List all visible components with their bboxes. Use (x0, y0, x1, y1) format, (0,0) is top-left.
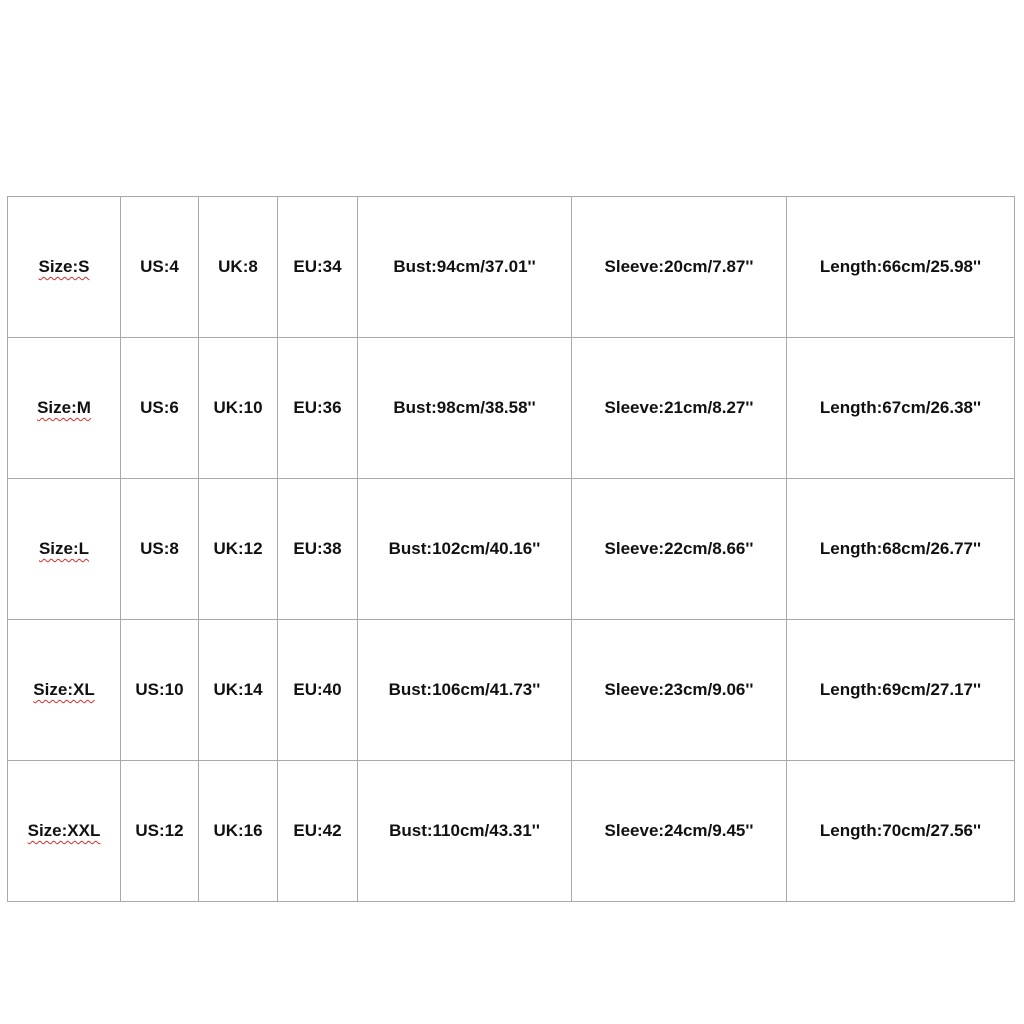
length-cell: Length:69cm/27.17'' (787, 620, 1015, 761)
uk-size-cell: UK:14 (199, 620, 278, 761)
length-cell: Length:66cm/25.98'' (787, 197, 1015, 338)
size-label: Size:XL (33, 680, 95, 699)
size-cell (8, 197, 121, 338)
bust-cell: Bust:110cm/43.31'' (358, 761, 572, 902)
size-row-xxl (8, 761, 1015, 902)
us-size-cell: US:10 (121, 620, 199, 761)
size-label: Size:XXL (27, 821, 101, 840)
sleeve-cell: Sleeve:22cm/8.66'' (572, 479, 787, 620)
length-cell: Length:67cm/26.38'' (787, 338, 1015, 479)
sleeve-cell: Sleeve:24cm/9.45'' (572, 761, 787, 902)
size-label: Size:L (38, 539, 90, 558)
eu-size-cell: EU:38 (278, 479, 358, 620)
uk-size-cell: UK:8 (199, 197, 278, 338)
eu-size-cell: EU:40 (278, 620, 358, 761)
length-cell: Length:70cm/27.56'' (787, 761, 1015, 902)
size-row-xl (8, 620, 1015, 761)
us-size-cell: US:12 (121, 761, 199, 902)
size-row-m (8, 338, 1015, 479)
size-row-l (8, 479, 1015, 620)
size-cell (8, 338, 121, 479)
sleeve-cell: Sleeve:20cm/7.87'' (572, 197, 787, 338)
eu-size-cell: EU:36 (278, 338, 358, 479)
bust-cell: Bust:94cm/37.01'' (358, 197, 572, 338)
bust-cell: Bust:98cm/38.58'' (358, 338, 572, 479)
size-cell (8, 479, 121, 620)
eu-size-cell: EU:34 (278, 197, 358, 338)
uk-size-cell: UK:16 (199, 761, 278, 902)
uk-size-cell: UK:12 (199, 479, 278, 620)
us-size-cell: US:4 (121, 197, 199, 338)
eu-size-cell: EU:42 (278, 761, 358, 902)
size-label: Size:S (38, 257, 90, 276)
size-chart-table (7, 196, 1015, 902)
bust-cell: Bust:106cm/41.73'' (358, 620, 572, 761)
size-cell (8, 620, 121, 761)
size-row-s (8, 197, 1015, 338)
sleeve-cell: Sleeve:21cm/8.27'' (572, 338, 787, 479)
us-size-cell: US:6 (121, 338, 199, 479)
bust-cell: Bust:102cm/40.16'' (358, 479, 572, 620)
size-label: Size:M (37, 398, 91, 417)
us-size-cell: US:8 (121, 479, 199, 620)
sleeve-cell: Sleeve:23cm/9.06'' (572, 620, 787, 761)
uk-size-cell: UK:10 (199, 338, 278, 479)
size-cell (8, 761, 121, 902)
length-cell: Length:68cm/26.77'' (787, 479, 1015, 620)
